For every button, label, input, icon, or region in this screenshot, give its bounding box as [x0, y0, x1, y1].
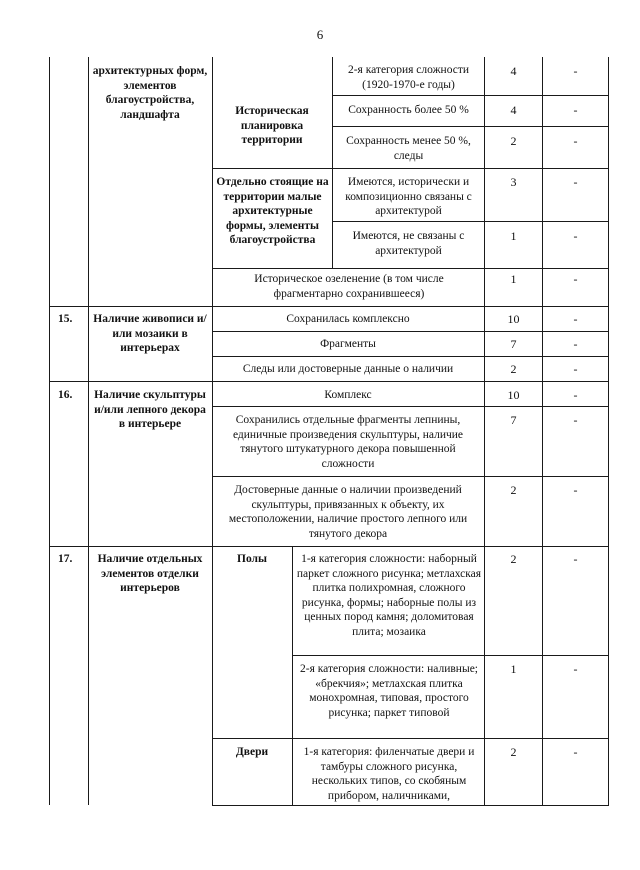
floors-category-2: 2-я категория сложности: наливные; «брекчия»; метлахская плитка монохромная, типовая, простого рисунка; паркет типовой — [299, 663, 478, 719]
floors-category-1: 1-я категория сложности: наборный паркет сложного рисунка; метлахская плитка полихромная, сложного рисунка, формы; наборные полы из ценных пород камня; доломитовая плита; мозаика — [296, 553, 482, 638]
points-cell: 10 — [507, 312, 520, 326]
extra-points-cell: - — [573, 362, 578, 376]
doors-label: Двери — [235, 746, 269, 758]
arch-forms-category-2: 2-я категория сложности (1920-1970-е годы) — [347, 64, 470, 91]
extra-points-cell: - — [573, 229, 578, 243]
row-16-number: 16. — [58, 389, 73, 401]
row-17-parameter: Наличие отдельных элементов отделки интерьеров — [97, 553, 203, 594]
small-forms-not-linked: Имеются, не связаны с архитектурой — [352, 230, 465, 257]
points-cell: 2 — [510, 552, 517, 566]
points-cell: 2 — [510, 362, 517, 376]
extra-points-cell: - — [573, 312, 578, 326]
row-16-parameter: Наличие скульптуры и/или лепного декора в интерьере — [94, 389, 206, 430]
row-14-parameter: архитектурных форм, элементов благоустройства, ландшафта — [92, 65, 208, 121]
historical-planning-label: Историческая планировка территории — [235, 105, 309, 146]
doors-category-1: 1-я категория: филенчатые двери и тамбуры сложного рисунка, нескольких типов, со скобяным прибором, наличниками, — [303, 746, 475, 802]
points-cell: 1 — [510, 662, 517, 676]
painting-fragments: Фрагменты — [320, 338, 376, 350]
points-cell: 10 — [507, 388, 520, 402]
row-15-number: 15. — [58, 313, 73, 325]
floors-label: Полы — [237, 553, 267, 565]
extra-points-cell: - — [573, 134, 578, 148]
extra-points-cell: - — [573, 662, 578, 676]
extra-points-cell: - — [573, 103, 578, 117]
sculpture-fragments: Сохранились отдельные фрагменты лепнины, единичные произведения скульптуры, наличие тянутого штукатурного декора повышенной сложности — [232, 414, 464, 470]
sculpture-reliable-data: Достоверные данные о наличии произведений скульптуры, привязанных к объекту, их местоположении, наличие простого лепного или тянутого декора — [228, 484, 468, 540]
extra-points-cell: - — [573, 388, 578, 402]
sculpture-complex: Комплекс — [324, 389, 372, 401]
small-forms-linked: Имеются, исторически и композиционно связаны с архитектурой — [345, 176, 472, 217]
page-number: 6 — [316, 27, 324, 42]
row-15-parameter: Наличие живописи и/или мозаики в интерьерах — [93, 313, 207, 354]
planning-more-50: Сохранность более 50 % — [348, 104, 469, 116]
planning-less-50: Сохранность менее 50 %, следы — [346, 135, 471, 162]
small-architectural-forms-label: Отдельно стоящие на территории малые архитектурные формы, элементы благоустройства — [216, 176, 329, 246]
points-cell: 3 — [510, 175, 517, 189]
points-cell: 2 — [510, 134, 517, 148]
extra-points-cell: - — [573, 413, 578, 427]
points-cell: 2 — [510, 483, 517, 497]
extra-points-cell: - — [573, 175, 578, 189]
points-cell: 7 — [510, 413, 517, 427]
row-17-number: 17. — [58, 553, 73, 565]
historical-greenery: Историческое озеленение (в том числе фрагментарно сохранившееся) — [254, 273, 444, 300]
painting-complex: Сохранилась комплексно — [286, 313, 410, 325]
extra-points-cell: - — [573, 483, 578, 497]
points-cell: 4 — [510, 103, 517, 117]
painting-traces: Следы или достоверные данные о наличии — [242, 363, 454, 375]
extra-points-cell: - — [573, 272, 578, 286]
points-cell: 1 — [510, 272, 517, 286]
points-cell: 4 — [510, 64, 517, 78]
extra-points-cell: - — [573, 337, 578, 351]
extra-points-cell: - — [573, 552, 578, 566]
points-cell: 1 — [510, 229, 517, 243]
points-cell: 2 — [510, 745, 517, 759]
points-cell: 7 — [510, 337, 517, 351]
extra-points-cell: - — [573, 745, 578, 759]
extra-points-cell: - — [573, 64, 578, 78]
